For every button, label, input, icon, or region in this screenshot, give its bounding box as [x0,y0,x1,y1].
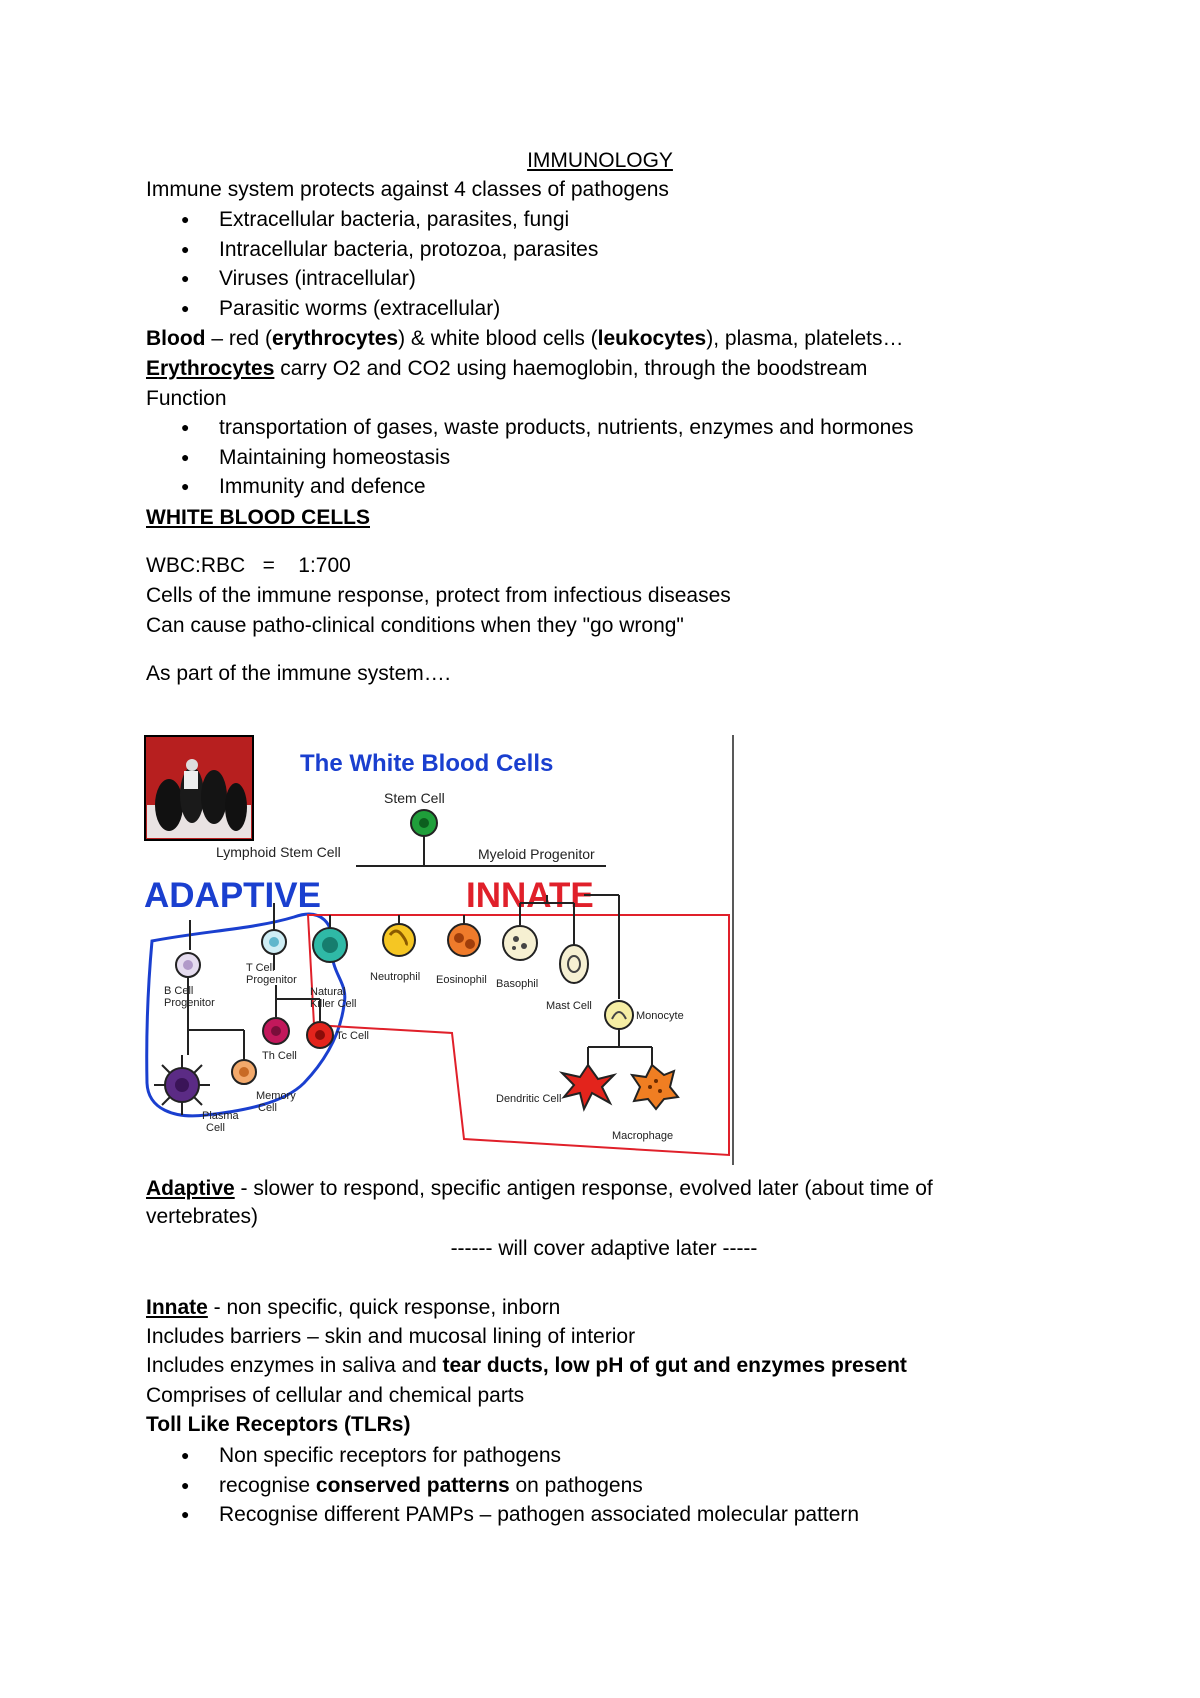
monocyte-cell [605,1001,633,1029]
macrophage-cell [632,1065,678,1109]
th-label: Th Cell [262,1050,297,1062]
adaptive-line [146,1175,933,1203]
eosinophil-cell [448,924,480,956]
nk-label-1: Natural [310,986,346,998]
erythrocytes-term: Erythrocytes [146,357,275,380]
neutrophil-label: Neutrophil [370,971,421,983]
page-title: IMMUNOLOGY [527,149,673,172]
rbc-term: erythrocytes [272,327,399,350]
t-cell-label-2: Progenitor [246,974,297,986]
basophil-cell [503,926,537,960]
adaptive-label: ADAPTIVE [144,876,321,915]
plasma-cell [154,1055,210,1115]
adaptive-rest: - slower to respond, specific antigen response, evolved later (about time of [234,1177,933,1200]
innate-term: Innate [146,1296,208,1319]
stem-cell-label: Stem Cell [384,790,445,806]
adaptive-term: Adaptive [146,1177,235,1200]
b-cell-label-2: Progenitor [164,997,215,1009]
blood-mid: ) & white blood cells ( [398,327,598,350]
tlr-item2-a: recognise [219,1473,316,1497]
erythrocytes-rest: carry O2 and CO2 using haemoglobin, through the boodstream [274,357,868,380]
function-heading: Function [146,387,227,410]
dendritic-cell [562,1065,614,1109]
tlr-item2-c: on pathogens [509,1473,643,1497]
pathogen-list [146,205,598,323]
basophil-label: Basophil [496,978,539,990]
b-cell-label-1: B Cell [164,985,194,997]
wbc-term: leukocytes [597,327,707,350]
innate-rest: - non specific, quick response, inborn [207,1296,561,1319]
wbc-line-2: Can cause patho-clinical conditions when they "go wrong" [146,614,684,637]
myeloid-label: Myeloid Progenitor [478,846,595,862]
mast-label: Mast Cell [546,1000,592,1012]
lymphoid-label: Lymphoid Stem Cell [216,844,341,860]
wbc-heading: WHITE BLOOD CELLS [146,506,370,529]
list-item: ● Maintaining homeostasis [146,443,914,473]
memory-label-2: Cell [258,1102,277,1114]
blood-term: Blood [146,327,206,350]
blood-line [146,325,903,353]
tlr-list [146,1441,859,1530]
monocyte-label: Monocyte [636,1010,684,1022]
t-cell-label-1: T Cell [246,962,275,974]
list-item: ● Recognise different PAMPs – pathogen associated molecular pattern [146,1500,859,1530]
neutrophil-cell [383,924,415,956]
list-item [146,1471,859,1501]
dendritic-label: Dendritic Cell [496,1093,562,1105]
eosinophil-label: Eosinophil [436,974,487,986]
innate-comprises: Comprises of cellular and chemical parts [146,1384,525,1407]
blood-end: ), plasma, platelets… [706,327,904,350]
list-item: ● Non specific receptors for pathogens [146,1441,859,1471]
plasma-label-2: Cell [206,1122,225,1134]
function-list [146,413,914,502]
adaptive-line-2: vertebrates) [146,1205,259,1228]
tc-label: Tc Cell [336,1030,370,1042]
photo-thumbnail [145,736,253,840]
tlr-item2-b: conserved patterns [315,1473,510,1497]
memory-label-1: Memory [256,1090,296,1102]
plasma-label-1: Plasma [202,1110,239,1122]
intro-text: Immune system protects against 4 classes of pathogens [146,178,669,201]
innate-line [146,1294,560,1322]
wbc-line-3: As part of the immune system…. [146,662,451,685]
mast-cell [560,945,588,983]
figure-title: The White Blood Cells [300,750,554,777]
white-blood-cells-figure [144,735,734,1165]
innate-label: INNATE [466,876,594,915]
innate-enzymes-a: Includes enzymes in saliva and [146,1354,443,1377]
list-item: ● Extracellular bacteria, parasites, fungi [146,205,598,235]
wbc-line-1: Cells of the immune response, protect from infectious diseases [146,584,731,607]
list-item: ● Intracellular bacteria, protozoa, parasites [146,235,598,265]
innate-enzymes-b: tear ducts, low pH of gut and enzymes present [442,1354,907,1377]
list-item: ● transportation of gases, waste products, nutrients, enzymes and hormones [146,413,914,443]
tlr-heading: Toll Like Receptors (TLRs) [146,1413,411,1436]
list-item: ● Parasitic worms (extracellular) [146,294,598,324]
list-item: ● Immunity and defence [146,472,914,502]
adaptive-note: ------ will cover adaptive later ----- [450,1237,758,1260]
nk-label-2: Killer Cell [310,998,357,1010]
innate-barriers: Includes barriers – skin and mucosal lining of interior [146,1325,636,1348]
blood-dash: – red ( [205,327,273,350]
innate-enzymes [146,1352,907,1380]
erythrocytes-line [146,355,867,383]
list-item: ● Viruses (intracellular) [146,264,598,294]
wbc-ratio: WBC:RBC = 1:700 [146,554,351,577]
macrophage-label: Macrophage [612,1130,674,1142]
